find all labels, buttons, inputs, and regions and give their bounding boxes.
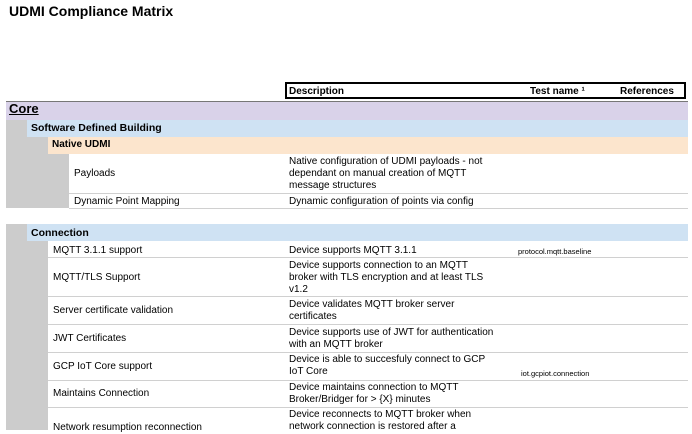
row-divider [48, 380, 688, 381]
indent-column-sdb [27, 137, 48, 208]
row-name-mqtt311: MQTT 3.1.1 support [53, 245, 143, 256]
row-divider [48, 257, 688, 258]
row-name-gcp: GCP IoT Core support [53, 361, 153, 372]
indent-column-core-2 [6, 224, 27, 430]
desc-line: with an MQTT broker [289, 339, 383, 350]
indent-column-core-1 [6, 120, 27, 208]
row-desc-mqtt311: Device supports MQTT 3.1.1 [289, 245, 417, 256]
desc-line: certificates [289, 311, 337, 322]
row-name-mqtttls: MQTT/TLS Support [53, 272, 141, 283]
desc-line: Broker/Bridger for > {X} minutes [289, 394, 431, 405]
row-desc-dpm: Dynamic configuration of points via config [289, 196, 474, 207]
desc-line: IoT Core [289, 366, 328, 377]
group-band-native [48, 137, 688, 154]
row-desc-gcp [289, 354, 485, 378]
desc-line: Device supports connection to an MQTT [289, 260, 468, 271]
row-name-payloads: Payloads [74, 168, 116, 179]
row-name-maintains: Maintains Connection [53, 388, 150, 399]
row-name-dpm: Dynamic Point Mapping [74, 196, 180, 207]
group-label-native: Native UDMI [52, 139, 111, 150]
group-band-connection [27, 224, 688, 241]
indent-column-connection [27, 241, 48, 430]
section-label-core: Core [9, 101, 39, 116]
desc-line: Device reconnects to MQTT broker when [289, 409, 472, 420]
row-divider [69, 193, 688, 194]
desc-line: Device maintains connection to MQTT [289, 382, 459, 393]
desc-line: Native configuration of UDMI payloads - not [289, 156, 483, 167]
row-test-gcp: iot.gcpiot.connection [521, 369, 590, 378]
desc-line: dependant on manual creation of MQTT [289, 168, 467, 179]
row-desc-payloads [289, 156, 482, 192]
row-desc-mqtttls [289, 260, 483, 296]
row-desc-jwt [289, 327, 493, 351]
row-divider [48, 352, 688, 353]
row-name-jwt: JWT Certificates [53, 333, 127, 344]
column-header-description: Description [289, 86, 345, 97]
row-desc-resumption [289, 409, 471, 433]
row-divider [48, 324, 688, 325]
column-header-references: References [620, 86, 674, 97]
row-divider [69, 208, 688, 209]
desc-line: broker with TLS encryption and at least TLS [289, 272, 484, 283]
page-title: UDMI Compliance Matrix [9, 3, 174, 19]
indent-column-native [48, 154, 69, 208]
row-name-resumption: Network resumption reconnection [53, 422, 202, 433]
group-label-connection: Connection [31, 227, 89, 239]
row-divider [48, 296, 688, 297]
desc-line: Device supports use of JWT for authentication [289, 327, 494, 338]
desc-line: v1.2 [289, 284, 308, 295]
group-label-sdb: Software Defined Building [31, 122, 162, 134]
desc-line: Device is able to succesfuly connect to GCP [289, 354, 486, 365]
row-desc-servercert [289, 299, 454, 323]
row-name-servercert: Server certificate validation [53, 305, 174, 316]
desc-line: message structures [289, 180, 377, 191]
desc-line: network connection is restored after a [289, 421, 456, 432]
section-band-core [6, 101, 688, 120]
row-test-mqtt311: protocol.mqtt.baseline [518, 247, 592, 256]
desc-line: Device validates MQTT broker server [289, 299, 455, 310]
column-header-test-name: Test name ¹ [530, 86, 585, 97]
row-desc-maintains [289, 382, 459, 406]
row-divider [48, 407, 688, 408]
